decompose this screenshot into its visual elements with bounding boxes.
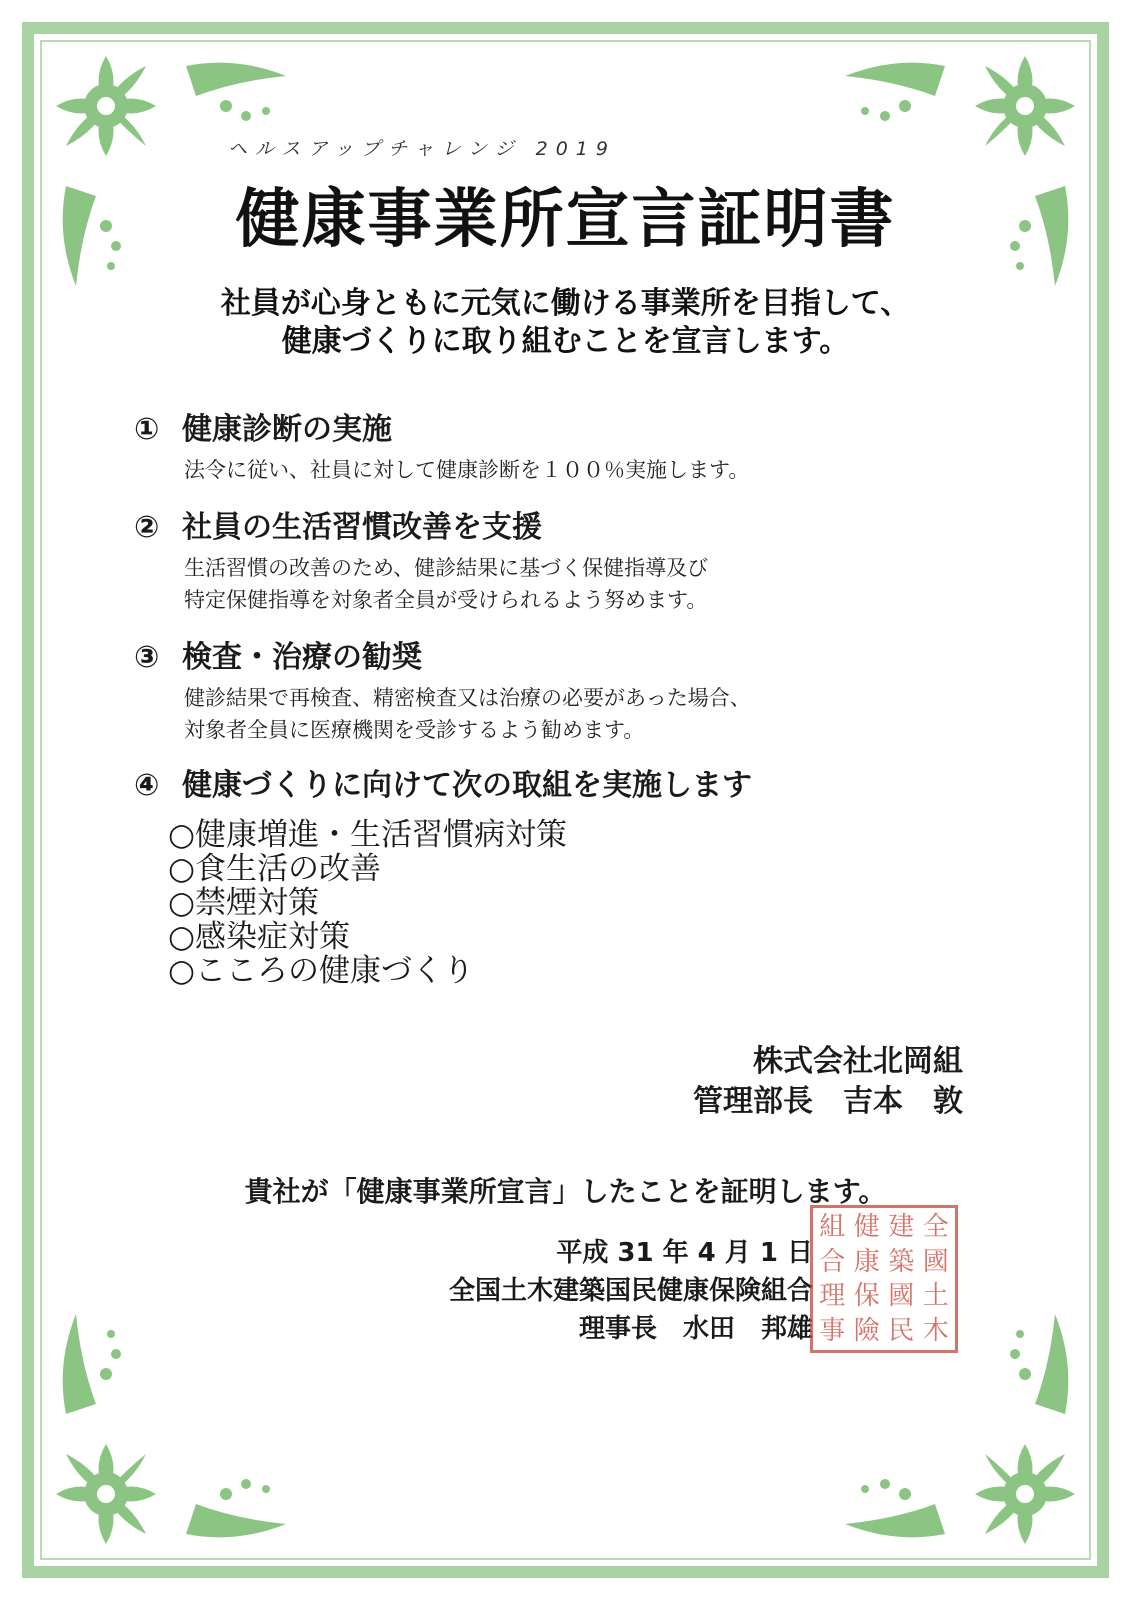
certificate-subtitle: ヘルスアップチャレンジ 2019 — [228, 138, 616, 160]
item-description-line: 特定保健指導を対象者全員が受けられるよう努めます。 — [184, 588, 708, 612]
item-heading — [134, 502, 708, 546]
seal-char: 康 — [853, 1246, 880, 1277]
seal-char: 土 — [922, 1281, 949, 1312]
item-heading — [134, 632, 751, 676]
seal-char: 事 — [819, 1315, 846, 1346]
seal-char: 築 — [888, 1246, 915, 1277]
declaration-item — [134, 502, 708, 616]
lead-line: 社員が心身ともに元気に働ける事業所を目指して、 — [220, 286, 911, 321]
seal-char: 民 — [888, 1315, 915, 1346]
seal-char: 國 — [888, 1281, 915, 1312]
item-heading — [134, 760, 752, 804]
declaration-item — [134, 632, 751, 746]
item-description-line: 法令に従い、社員に対して健康診断を１００％実施します。 — [184, 458, 750, 482]
seal-char: 國 — [922, 1246, 949, 1277]
item-title: 検査・治療の勧奨 — [182, 640, 422, 675]
floral-corner-ornament — [36, 1264, 336, 1564]
item-number: ④ — [134, 768, 160, 803]
seal-char: 組 — [819, 1212, 846, 1243]
issuer-organization: 全国土木建築国民健康保険組合 — [448, 1276, 813, 1306]
item-heading — [134, 404, 749, 448]
item-title: 健康診断の実施 — [182, 412, 392, 447]
initiative-item: ○感染症対策 — [168, 919, 351, 955]
seal-char: 合 — [819, 1246, 846, 1277]
issuer-representative: 理事長 水田 邦雄 — [578, 1314, 813, 1344]
company-name: 株式会社北岡組 — [753, 1044, 963, 1079]
seal-char: 全 — [922, 1212, 949, 1243]
item-title: 健康づくりに向けて次の取組を実施します — [182, 768, 752, 803]
lead-line: 健康づくりに取り組むことを宣言します。 — [281, 324, 850, 359]
initiative-list — [168, 818, 567, 988]
item-title: 社員の生活習慣改善を支援 — [182, 510, 542, 545]
declaration-lead — [0, 285, 1131, 361]
item-description-line: 生活習慣の改善のため、健診結果に基づく保健指導及び — [184, 556, 709, 580]
seal-char: 建 — [888, 1212, 915, 1243]
declaration-item — [134, 404, 749, 486]
item-number: ② — [134, 510, 160, 545]
initiative-item: ○こころの健康づくり — [168, 953, 475, 989]
item-description-line: 対象者全員に医療機関を受診するよう勧めます。 — [184, 718, 645, 742]
declaring-company — [693, 1042, 963, 1122]
item-description — [184, 552, 708, 616]
company-representative: 管理部長 吉本 敦 — [693, 1084, 963, 1119]
item-description — [184, 682, 751, 746]
seal-char: 木 — [922, 1315, 949, 1346]
item-description-line: 健診結果で再検査、精密検査又は治療の必要があった場合、 — [184, 686, 751, 710]
seal-char: 保 — [853, 1281, 880, 1312]
seal-char: 健 — [853, 1212, 880, 1243]
item-number: ① — [134, 412, 160, 447]
certificate-title: 健康事業所宣言証明書 — [235, 183, 896, 257]
item-description — [184, 454, 749, 486]
seal-char: 險 — [853, 1315, 880, 1346]
item-number: ③ — [134, 640, 160, 675]
official-seal — [810, 1205, 958, 1353]
initiative-item: ○食生活の改善 — [168, 851, 382, 887]
initiative-item: ○禁煙対策 — [168, 885, 320, 921]
declaration-item — [134, 760, 752, 804]
issue-date: 平成 31 年 4 月 1 日 — [556, 1238, 813, 1268]
certification-statement: 貴社が「健康事業所宣言」したことを証明します。 — [244, 1175, 887, 1208]
seal-char: 理 — [819, 1281, 846, 1312]
initiative-item: ○健康増進・生活習慣病対策 — [168, 817, 568, 853]
issuer-block — [449, 1234, 813, 1348]
